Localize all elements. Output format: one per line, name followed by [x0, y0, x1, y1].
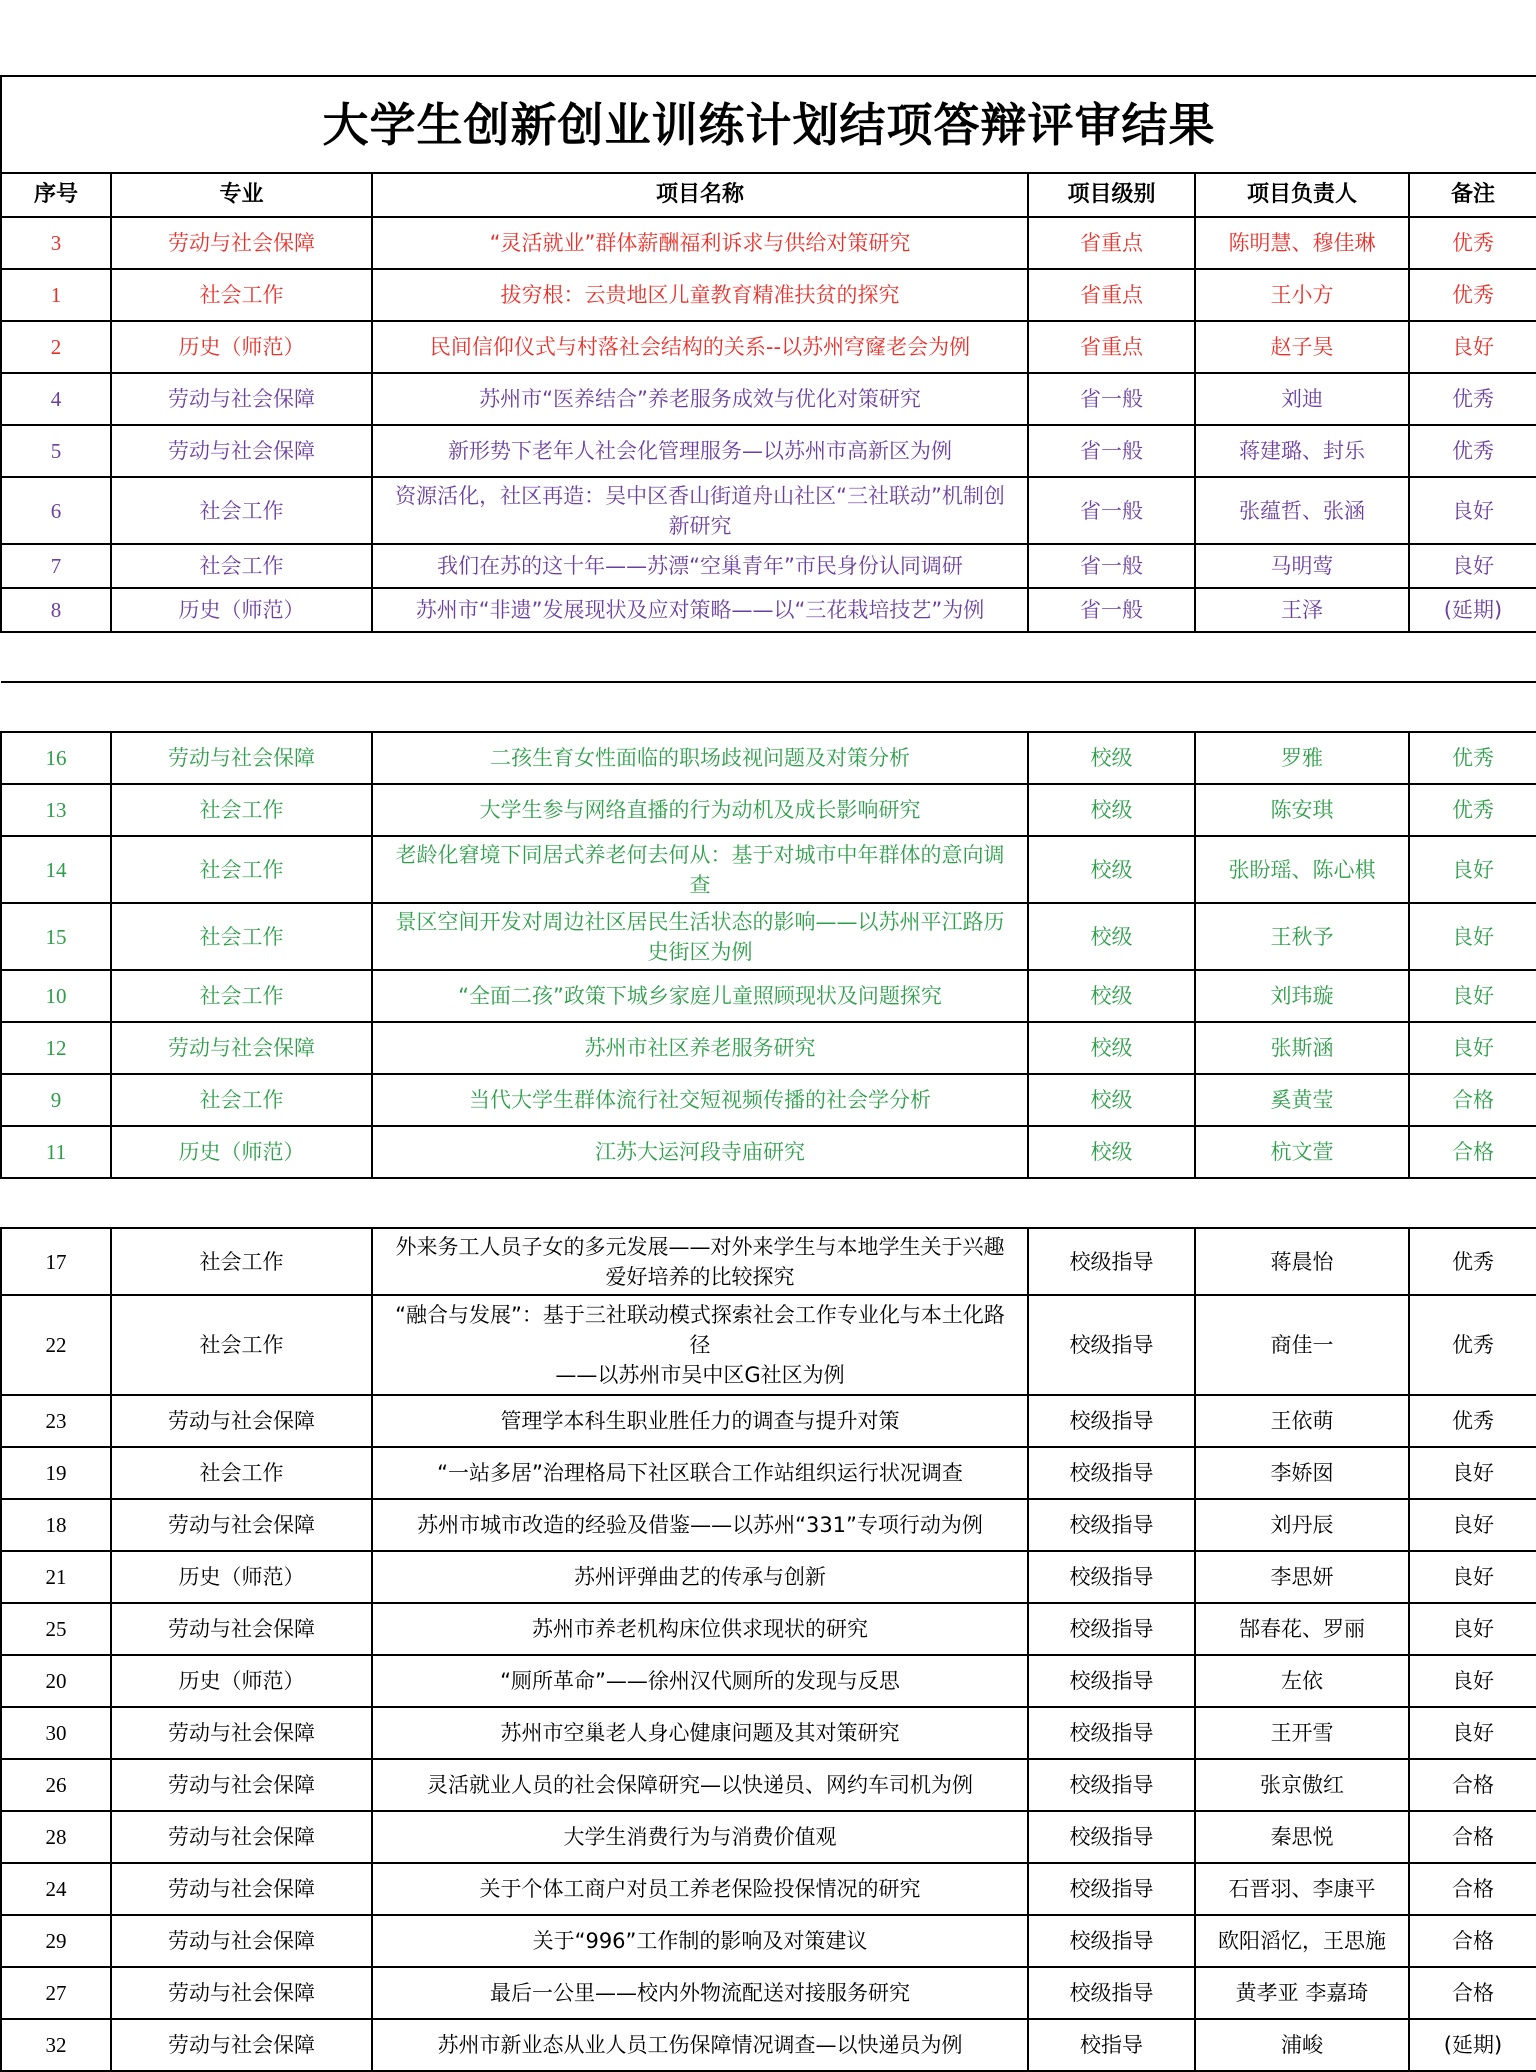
cell-leader: 黄孝亚 李嘉琦: [1195, 1967, 1409, 2019]
cell-leader: 李思妍: [1195, 1551, 1409, 1603]
cell-major: 劳动与社会保障: [111, 373, 372, 425]
cell-level: 校级指导: [1028, 1967, 1195, 2019]
cell-no: 27: [1, 1967, 111, 2019]
cell-remark: 优秀: [1409, 732, 1536, 784]
cell-leader: 商佳一: [1195, 1295, 1409, 1395]
cell-level: 校级: [1028, 903, 1195, 970]
table-row: [1, 836, 1536, 903]
project-name-line: ——以苏州市吴中区G社区为例: [555, 1363, 845, 1387]
cell-level: 省一般: [1028, 588, 1195, 632]
cell-major: 劳动与社会保障: [111, 1603, 372, 1655]
cell-project-name: [372, 321, 1028, 373]
cell-major: 社会工作: [111, 1447, 372, 1499]
cell-remark: 合格: [1409, 1967, 1536, 2019]
header-remark: 备注: [1409, 173, 1536, 217]
spacer-cell: [1, 682, 1536, 732]
cell-major: 劳动与社会保障: [111, 2019, 372, 2071]
table-row: [1, 1074, 1536, 1126]
cell-project-name: [372, 1295, 1028, 1395]
cell-project-name: [372, 1447, 1028, 1499]
cell-project-name: [372, 1759, 1028, 1811]
cell-level: 省重点: [1028, 321, 1195, 373]
cell-no: 2: [1, 321, 111, 373]
cell-level: 校级: [1028, 1074, 1195, 1126]
project-name-line: 查: [689, 872, 711, 897]
table-row: [1, 1551, 1536, 1603]
cell-level: 省一般: [1028, 544, 1195, 588]
project-name-line: 二孩生育女性面临的职场歧视问题及对策分析: [490, 746, 910, 770]
project-name-line: 苏州市社区养老服务研究: [584, 1036, 816, 1060]
cell-level: 校级: [1028, 784, 1195, 836]
cell-level: 省重点: [1028, 217, 1195, 269]
cell-no: 15: [1, 903, 111, 970]
table-row: [1, 1022, 1536, 1074]
cell-remark: 良好: [1409, 1447, 1536, 1499]
page-title: 大学生创新创业训练计划结项答辩评审结果: [1, 76, 1536, 173]
cell-leader: 陈安琪: [1195, 784, 1409, 836]
cell-level: 省一般: [1028, 373, 1195, 425]
cell-major: 社会工作: [111, 784, 372, 836]
cell-leader: 刘丹辰: [1195, 1499, 1409, 1551]
cell-remark: 良好: [1409, 1499, 1536, 1551]
table-row: [1, 2019, 1536, 2071]
project-name-line: 管理学本科生职业胜任力的调查与提升对策: [500, 1409, 900, 1433]
table-row: [1, 732, 1536, 784]
cell-major: 劳动与社会保障: [111, 1022, 372, 1074]
table-row: [1, 1447, 1536, 1499]
table-row: [1, 970, 1536, 1022]
cell-major: 社会工作: [111, 836, 372, 903]
cell-major: 社会工作: [111, 269, 372, 321]
cell-project-name: [372, 1126, 1028, 1178]
cell-no: 26: [1, 1759, 111, 1811]
cell-level: 校级指导: [1028, 1551, 1195, 1603]
cell-project-name: [372, 477, 1028, 544]
spacer-cell: [1, 632, 1536, 682]
project-name-line: 大学生消费行为与消费价值观: [563, 1825, 837, 1849]
table-row: [1, 903, 1536, 970]
cell-leader: 王依萌: [1195, 1395, 1409, 1447]
cell-project-name: [372, 1915, 1028, 1967]
cell-no: 23: [1, 1395, 111, 1447]
project-name-line: 径: [689, 1333, 711, 1357]
project-name-line: 江苏大运河段寺庙研究: [595, 1140, 805, 1164]
header-project-name: 项目名称: [372, 173, 1028, 217]
cell-level: 校级: [1028, 1022, 1195, 1074]
cell-project-name: [372, 1395, 1028, 1447]
cell-level: 校级: [1028, 1126, 1195, 1178]
table-row: [1, 425, 1536, 477]
cell-project-name: [372, 1022, 1028, 1074]
cell-no: 17: [1, 1228, 111, 1295]
cell-level: 校级指导: [1028, 1811, 1195, 1863]
cell-major: 劳动与社会保障: [111, 732, 372, 784]
cell-major: 历史（师范）: [111, 1126, 372, 1178]
cell-project-name: [372, 1707, 1028, 1759]
group-spacer: [1, 1178, 1536, 1228]
project-name-line: “一站多居”治理格局下社区联合工作站组织运行状况调查: [437, 1461, 963, 1485]
project-name-line: 外来务工人员子女的多元发展——对外来学生与本地学生关于兴趣: [395, 1234, 1005, 1259]
cell-leader: 刘玮璇: [1195, 970, 1409, 1022]
header-row: [1, 173, 1536, 217]
table-row: [1, 477, 1536, 544]
project-name-line: 史街区为例: [647, 939, 753, 964]
project-name-line: 关于“996”工作制的影响及对策建议: [532, 1929, 868, 1953]
table-row: [1, 1863, 1536, 1915]
cell-project-name: [372, 1074, 1028, 1126]
cell-level: 校级指导: [1028, 1655, 1195, 1707]
cell-project-name: [372, 217, 1028, 269]
cell-project-name: [372, 1863, 1028, 1915]
header-no: 序号: [1, 173, 111, 217]
table-row: [1, 217, 1536, 269]
cell-remark: 良好: [1409, 1707, 1536, 1759]
header-major: 专业: [111, 173, 372, 217]
cell-major: 历史（师范）: [111, 588, 372, 632]
cell-leader: 左依: [1195, 1655, 1409, 1707]
cell-leader: 张蕴哲、张涵: [1195, 477, 1409, 544]
table-row: [1, 1295, 1536, 1395]
cell-project-name: [372, 1228, 1028, 1295]
cell-major: 劳动与社会保障: [111, 1499, 372, 1551]
cell-project-name: [372, 970, 1028, 1022]
project-name-line: 大学生参与网络直播的行为动机及成长影响研究: [479, 798, 921, 822]
cell-no: 18: [1, 1499, 111, 1551]
cell-level: 校级: [1028, 836, 1195, 903]
cell-remark: 合格: [1409, 1811, 1536, 1863]
cell-level: 校级指导: [1028, 1395, 1195, 1447]
cell-level: 校级指导: [1028, 1759, 1195, 1811]
project-name-line: 新形势下老年人社会化管理服务—以苏州市高新区为例: [448, 439, 952, 463]
cell-leader: 罗雅: [1195, 732, 1409, 784]
cell-remark: 优秀: [1409, 269, 1536, 321]
cell-project-name: [372, 588, 1028, 632]
cell-no: 9: [1, 1074, 111, 1126]
cell-no: 4: [1, 373, 111, 425]
project-name-line: 苏州市空巢老人身心健康问题及其对策研究: [500, 1721, 900, 1745]
cell-leader: 张京傲红: [1195, 1759, 1409, 1811]
cell-remark: 优秀: [1409, 1395, 1536, 1447]
cell-major: 历史（师范）: [111, 1655, 372, 1707]
cell-leader: 王秋予: [1195, 903, 1409, 970]
cell-major: 劳动与社会保障: [111, 1759, 372, 1811]
cell-leader: 张盼瑶、陈心棋: [1195, 836, 1409, 903]
cell-leader: 奚黄莹: [1195, 1074, 1409, 1126]
cell-major: 社会工作: [111, 1228, 372, 1295]
cell-project-name: [372, 2019, 1028, 2071]
cell-remark: 合格: [1409, 1126, 1536, 1178]
project-name-line: 民间信仰仪式与村落社会结构的关系--以苏州穹窿老会为例: [429, 335, 971, 359]
cell-remark: 良好: [1409, 836, 1536, 903]
cell-no: 1: [1, 269, 111, 321]
cell-no: 3: [1, 217, 111, 269]
cell-no: 5: [1, 425, 111, 477]
cell-project-name: [372, 1551, 1028, 1603]
cell-major: 历史（师范）: [111, 321, 372, 373]
cell-remark: 良好: [1409, 1655, 1536, 1707]
cell-remark: 良好: [1409, 321, 1536, 373]
table-row: [1, 373, 1536, 425]
table-row: [1, 1228, 1536, 1295]
cell-leader: 王开雪: [1195, 1707, 1409, 1759]
cell-level: 校级: [1028, 732, 1195, 784]
cell-level: 校级指导: [1028, 1228, 1195, 1295]
cell-level: 校指导: [1028, 2019, 1195, 2071]
cell-project-name: [372, 544, 1028, 588]
cell-project-name: [372, 903, 1028, 970]
cell-remark: 优秀: [1409, 1295, 1536, 1395]
cell-remark: 良好: [1409, 1551, 1536, 1603]
table-row: [1, 1499, 1536, 1551]
cell-no: 24: [1, 1863, 111, 1915]
table-row: [1, 544, 1536, 588]
cell-project-name: [372, 373, 1028, 425]
project-name-line: 灵活就业人员的社会保障研究—以快递员、网约车司机为例: [427, 1773, 973, 1797]
project-name-line: 景区空间开发对周边社区居民生活状态的影响——以苏州平江路历: [395, 909, 1005, 934]
table-row: [1, 1915, 1536, 1967]
cell-major: 社会工作: [111, 903, 372, 970]
table-row: [1, 1811, 1536, 1863]
project-name-line: “融合与发展”：基于三社联动模式探索社会工作专业化与本土化路: [395, 1303, 1005, 1327]
cell-remark: 合格: [1409, 1915, 1536, 1967]
cell-level: 校级指导: [1028, 1499, 1195, 1551]
cell-leader: 赵子昊: [1195, 321, 1409, 373]
project-name-line: 关于个体工商户对员工养老保险投保情况的研究: [479, 1877, 921, 1901]
cell-remark: 合格: [1409, 1074, 1536, 1126]
cell-no: 6: [1, 477, 111, 544]
table-row: [1, 1395, 1536, 1447]
cell-leader: 蒋晨怡: [1195, 1228, 1409, 1295]
table-row: [1, 1707, 1536, 1759]
cell-no: 14: [1, 836, 111, 903]
cell-leader: 陈明慧、穆佳琳: [1195, 217, 1409, 269]
cell-leader: 石晋羽、李康平: [1195, 1863, 1409, 1915]
cell-project-name: [372, 425, 1028, 477]
results-table: [0, 75, 1536, 2072]
spacer-cell: [1, 1178, 1536, 1228]
cell-leader: 刘迪: [1195, 373, 1409, 425]
cell-no: 12: [1, 1022, 111, 1074]
header-level: 项目级别: [1028, 173, 1195, 217]
project-name-line: 苏州评弹曲艺的传承与创新: [574, 1565, 826, 1589]
cell-remark: 优秀: [1409, 373, 1536, 425]
project-name-line: 拔穷根：云贵地区儿童教育精准扶贫的探究: [500, 283, 900, 307]
cell-leader: 欧阳滔忆，王思施: [1195, 1915, 1409, 1967]
header-leader: 项目负责人: [1195, 173, 1409, 217]
project-name-line: 新研究: [668, 513, 732, 538]
table-row: [1, 321, 1536, 373]
cell-project-name: [372, 1603, 1028, 1655]
cell-remark: 优秀: [1409, 217, 1536, 269]
cell-remark: 合格: [1409, 1759, 1536, 1811]
cell-major: 劳动与社会保障: [111, 425, 372, 477]
cell-level: 省一般: [1028, 477, 1195, 544]
cell-leader: 秦思悦: [1195, 1811, 1409, 1863]
cell-no: 11: [1, 1126, 111, 1178]
cell-major: 社会工作: [111, 477, 372, 544]
project-name-line: 我们在苏的这十年——苏漂“空巢青年”市民身份认同调研: [437, 554, 963, 578]
project-name-line: “全面二孩”政策下城乡家庭儿童照顾现状及问题探究: [458, 984, 942, 1008]
group-spacer: [1, 682, 1536, 732]
cell-level: 校级: [1028, 970, 1195, 1022]
project-name-line: 最后一公里——校内外物流配送对接服务研究: [490, 1981, 910, 2005]
cell-no: 25: [1, 1603, 111, 1655]
cell-major: 社会工作: [111, 1074, 372, 1126]
project-name-line: 苏州市城市改造的经验及借鉴——以苏州“331”专项行动为例: [417, 1513, 983, 1537]
cell-remark: 优秀: [1409, 784, 1536, 836]
table-row: [1, 784, 1536, 836]
cell-project-name: [372, 1967, 1028, 2019]
cell-leader: 李娇囡: [1195, 1447, 1409, 1499]
cell-major: 劳动与社会保障: [111, 217, 372, 269]
project-name-line: 苏州市“医养结合”养老服务成效与优化对策研究: [479, 387, 921, 411]
project-name-line: 爱好培养的比较探究: [605, 1264, 795, 1289]
cell-project-name: [372, 1499, 1028, 1551]
table-row: [1, 1967, 1536, 2019]
cell-major: 历史（师范）: [111, 1551, 372, 1603]
project-name-line: 苏州市“非遗”发展现状及应对策略——以“三花栽培技艺”为例: [415, 598, 985, 622]
cell-no: 16: [1, 732, 111, 784]
cell-level: 校级指导: [1028, 1603, 1195, 1655]
cell-major: 劳动与社会保障: [111, 1915, 372, 1967]
cell-level: 省重点: [1028, 269, 1195, 321]
cell-project-name: [372, 1655, 1028, 1707]
cell-leader: 张斯涵: [1195, 1022, 1409, 1074]
cell-major: 劳动与社会保障: [111, 1395, 372, 1447]
project-name-line: 苏州市新业态从业人员工伤保障情况调查—以快递员为例: [437, 2033, 963, 2057]
cell-remark: (延期): [1409, 588, 1536, 632]
cell-remark: (延期): [1409, 2019, 1536, 2071]
group-spacer: [1, 632, 1536, 682]
cell-remark: 良好: [1409, 903, 1536, 970]
cell-no: 19: [1, 1447, 111, 1499]
cell-major: 劳动与社会保障: [111, 1811, 372, 1863]
cell-project-name: [372, 732, 1028, 784]
project-name-line: “灵活就业”群体薪酬福利诉求与供给对策研究: [489, 231, 911, 255]
cell-major: 劳动与社会保障: [111, 1967, 372, 2019]
cell-major: 社会工作: [111, 1295, 372, 1395]
table-row: [1, 269, 1536, 321]
cell-major: 社会工作: [111, 970, 372, 1022]
cell-project-name: [372, 269, 1028, 321]
cell-remark: 良好: [1409, 970, 1536, 1022]
cell-major: 劳动与社会保障: [111, 1707, 372, 1759]
cell-no: 10: [1, 970, 111, 1022]
cell-leader: 王小方: [1195, 269, 1409, 321]
cell-level: 校级指导: [1028, 1863, 1195, 1915]
cell-level: 校级指导: [1028, 1915, 1195, 1967]
cell-major: 社会工作: [111, 544, 372, 588]
cell-level: 校级指导: [1028, 1295, 1195, 1395]
project-name-line: 老龄化窘境下同居式养老何去何从：基于对城市中年群体的意向调: [395, 842, 1005, 867]
project-name-line: “厕所革命”——徐州汉代厕所的发现与反思: [500, 1669, 900, 1693]
cell-no: 22: [1, 1295, 111, 1395]
cell-no: 13: [1, 784, 111, 836]
cell-remark: 优秀: [1409, 425, 1536, 477]
cell-leader: 浦峻: [1195, 2019, 1409, 2071]
cell-no: 29: [1, 1915, 111, 1967]
cell-no: 32: [1, 2019, 111, 2071]
cell-remark: 良好: [1409, 544, 1536, 588]
cell-project-name: [372, 784, 1028, 836]
cell-remark: 合格: [1409, 1863, 1536, 1915]
cell-remark: 良好: [1409, 1603, 1536, 1655]
cell-no: 21: [1, 1551, 111, 1603]
cell-remark: 良好: [1409, 477, 1536, 544]
cell-no: 30: [1, 1707, 111, 1759]
table-row: [1, 1655, 1536, 1707]
table-row: [1, 1759, 1536, 1811]
cell-leader: 蒋建璐、封乐: [1195, 425, 1409, 477]
project-name-line: 资源活化，社区再造：吴中区香山街道舟山社区“三社联动”机制创: [395, 483, 1005, 508]
cell-leader: 马明莺: [1195, 544, 1409, 588]
cell-no: 20: [1, 1655, 111, 1707]
cell-no: 7: [1, 544, 111, 588]
project-name-line: 当代大学生群体流行社交短视频传播的社会学分析: [469, 1088, 931, 1112]
table-row: [1, 1126, 1536, 1178]
cell-major: 劳动与社会保障: [111, 1863, 372, 1915]
cell-project-name: [372, 1811, 1028, 1863]
table-row: [1, 588, 1536, 632]
table-row: [1, 1603, 1536, 1655]
cell-remark: 优秀: [1409, 1228, 1536, 1295]
cell-level: 校级指导: [1028, 1707, 1195, 1759]
cell-leader: 郜春花、罗丽: [1195, 1603, 1409, 1655]
cell-leader: 王泽: [1195, 588, 1409, 632]
project-name-line: 苏州市养老机构床位供求现状的研究: [532, 1617, 868, 1641]
cell-remark: 良好: [1409, 1022, 1536, 1074]
cell-level: 省一般: [1028, 425, 1195, 477]
cell-level: 校级指导: [1028, 1447, 1195, 1499]
cell-no: 28: [1, 1811, 111, 1863]
cell-leader: 杭文萱: [1195, 1126, 1409, 1178]
cell-no: 8: [1, 588, 111, 632]
cell-project-name: [372, 836, 1028, 903]
